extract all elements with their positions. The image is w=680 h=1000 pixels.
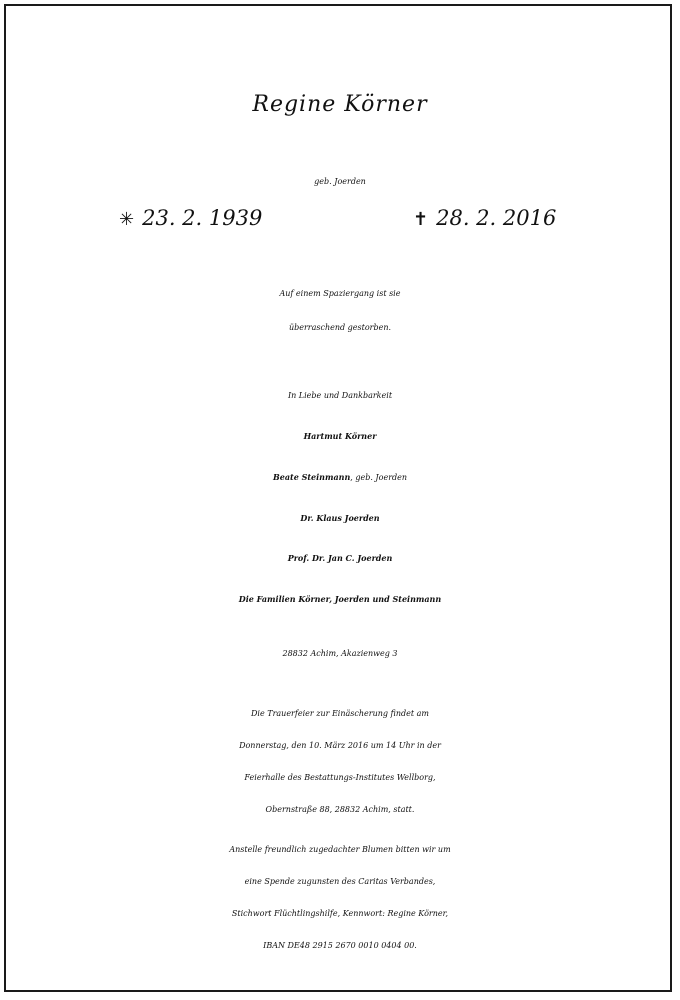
birth-date: 23. 2. 1939 xyxy=(142,206,263,230)
life-dates xyxy=(0,206,680,236)
deceased-name: Regine Körner xyxy=(252,92,428,117)
mourner-hartmut: Hartmut Körner xyxy=(303,431,377,441)
donation-line-4: IBAN DE48 2915 2670 0010 0404 00. xyxy=(263,941,417,950)
funeral-line-3: Feierhalle des Bestattungs-Institutes Wellborg, xyxy=(244,773,436,782)
mourner-klaus: Dr. Klaus Joerden xyxy=(300,513,380,523)
donation-line-1: Anstelle freundlich zugedachter Blumen bitten wir um xyxy=(229,845,451,854)
family-address: 28832 Achim, Akazienweg 3 xyxy=(282,649,398,658)
birth-date-group xyxy=(119,206,262,230)
funeral-line-4: Obernstraße 88, 28832 Achim, statt. xyxy=(265,805,415,814)
message-line-1: Auf einem Spaziergang ist sie xyxy=(279,289,401,298)
maiden-name: geb. Joerden xyxy=(314,177,366,186)
mourner-families: Die Familien Körner, Joerden und Steinmann xyxy=(238,594,442,604)
donation-line-2: eine Spende zugunsten des Caritas Verbandes, xyxy=(244,877,436,886)
mourner-jan: Prof. Dr. Jan C. Joerden xyxy=(287,553,393,563)
donation-line-3: Stichwort Flüchtlingshilfe, Kennwort: Regine Körner, xyxy=(231,909,449,918)
death-cross-icon: ✝ xyxy=(413,209,429,230)
mourner-beate-name: Beate Steinmann xyxy=(272,472,351,482)
death-date-group xyxy=(413,206,556,230)
funeral-line-2: Donnerstag, den 10. März 2016 um 14 Uhr in der xyxy=(239,741,441,750)
funeral-line-1: Die Trauerfeier zur Einäscherung findet am xyxy=(250,709,430,718)
message-line-2: überraschend gestorben. xyxy=(288,323,392,332)
birth-star-icon: ✳ xyxy=(119,209,135,230)
mourner-beate-maiden: , geb. Joerden xyxy=(350,473,408,482)
death-date: 28. 2. 2016 xyxy=(436,206,557,230)
obituary-border xyxy=(4,4,672,992)
gratitude-intro: In Liebe und Dankbarkeit xyxy=(287,391,393,400)
mourner-beate xyxy=(0,472,680,482)
